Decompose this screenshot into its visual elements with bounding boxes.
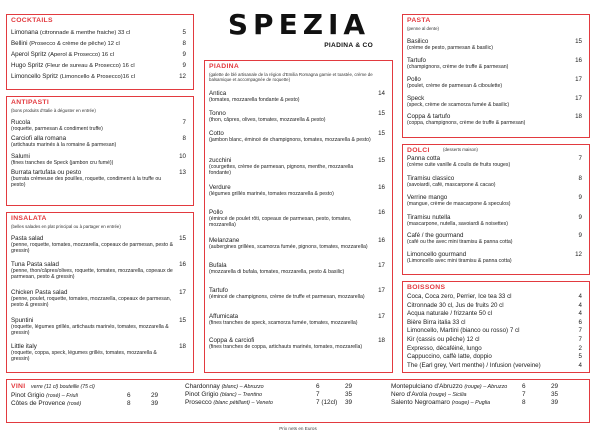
menu-item-row [407, 251, 585, 258]
menu-item-price: 17 [378, 313, 385, 320]
menu-item [407, 194, 585, 207]
menu-item-row [407, 113, 585, 120]
menu-item-row [11, 317, 189, 324]
wine-item [391, 399, 587, 407]
menu-item-description: (poulet, crème de parmesan & ciboulette) [407, 83, 503, 90]
menu-item-name: Tartufo [407, 57, 426, 64]
wine-name [185, 399, 273, 408]
menu-item-row [407, 310, 585, 317]
wine-glass-price: 7 [522, 391, 526, 398]
menu-item [209, 110, 388, 123]
wine-type: (rouge) – Sicilia [429, 392, 467, 398]
menu-item-description: (artichauts marinés à la romaine & parmesan) [11, 142, 117, 149]
menu-item-name: Verdure [209, 184, 231, 191]
menu-item [11, 317, 189, 336]
menu-item [407, 362, 585, 369]
menu-item-description: (penne, poulet, roquette, tomates, mozzarella, copeaux de parmesan, pesto & gressin) [11, 296, 172, 309]
menu-item-row [209, 184, 388, 191]
menu-item-description: (burrata crémeuse des pouilles, roquette, condiment à la truffe ou pesto) [11, 176, 162, 189]
menu-item-name: Acqua naturale / frizzante 50 cl [407, 310, 492, 318]
wine-glass-price: 8 [522, 399, 526, 406]
menu-item-name: Aperol Spritz [11, 51, 47, 58]
menu-item-name: Coppa & carciofi [209, 337, 255, 344]
menu-item-price: 13 [179, 169, 186, 176]
menu-item [11, 29, 189, 37]
cocktails-section [6, 14, 194, 90]
menu-item [209, 337, 388, 350]
menu-item-row [11, 261, 189, 268]
menu-item [209, 209, 388, 228]
menu-item [11, 169, 189, 188]
wine-item [185, 391, 381, 399]
menu-item [407, 302, 585, 309]
menu-item-description: (citronnade & menthe fraiche) 33 cl [39, 30, 131, 36]
menu-item-price: 15 [179, 317, 186, 324]
menu-item-name: Tuna Pasta salad [11, 261, 59, 268]
menu-item-description: (Fleur de sureau & Prosecco) 16 cl [45, 63, 135, 69]
insalata-title: INSALATA [11, 215, 47, 222]
menu-item-price: 5 [578, 353, 582, 361]
menu-item-price: 18 [179, 343, 186, 350]
menu-item-row [407, 214, 585, 221]
menu-item [11, 62, 189, 70]
wine-type: (rosé) [67, 401, 82, 407]
menu-item-row [407, 38, 585, 45]
menu-item [11, 261, 189, 280]
menu-item [407, 232, 585, 245]
menu-item-price: 4 [578, 361, 582, 369]
menu-item-price: 9 [578, 194, 582, 201]
menu-item-price: 15 [179, 235, 186, 242]
menu-item [407, 76, 585, 89]
menu-item-description: (courgettes, crème de parmesan, pignons, menthe, mozzarella fondante) [209, 164, 354, 177]
menu-item-price: 17 [575, 95, 582, 102]
wine-bottle-price: 39 [345, 399, 353, 406]
menu-item-description: (jambon blanc, émincé de champignons, tomates, mozzarella & pesto) [209, 137, 371, 144]
menu-item [407, 251, 585, 264]
wine-type: (blanc pétillant) – Veneto [213, 400, 273, 406]
menu-item-price: 16 [378, 184, 385, 191]
menu-item-description: (tomates, mozzarella fondante & pesto) [209, 97, 300, 104]
menu-item-name: Tartufo [209, 287, 228, 294]
menu-item-description: (crème de pesto, parmesan & basilic) [407, 45, 493, 52]
menu-item-name: Expresso, décaféiné, lungo [407, 344, 482, 352]
menu-item-description: (coppa, champignons, crème de truffe & parmesan) [407, 120, 526, 127]
menu-item-row [407, 175, 585, 182]
menu-item-row [407, 293, 585, 300]
menu-item-price: 15 [378, 157, 385, 164]
cocktails-title: COCKTAILS [11, 17, 53, 24]
menu-item-price: 12 [179, 73, 186, 80]
menu-item-row [11, 51, 189, 59]
menu-item-description: (légumes grillés marinés, tomates mozzarella & pesto) [209, 191, 334, 198]
menu-item-price: 16 [575, 57, 582, 64]
menu-item-name: Chicken Pasta salad [11, 289, 68, 296]
menu-item-description: (émincé de champignons, crème de truffe et parmesan, mozzarella) [209, 294, 365, 301]
menu-item-price: 16 [378, 209, 385, 216]
menu-item-row [209, 90, 388, 97]
menu-item-name: Speck [407, 95, 425, 102]
wine-item [11, 400, 187, 408]
menu-item-row [11, 119, 189, 126]
menu-item [407, 345, 585, 352]
menu-item-price: 12 [575, 251, 582, 258]
menu-item-row [11, 235, 189, 242]
menu-item-description: (café ou the avec mini tiramisu & panna cotta) [407, 239, 513, 246]
wine-name-text: Montepulciano d'Abruzzo [391, 383, 463, 390]
menu-item [209, 262, 388, 275]
menu-item-row [11, 29, 189, 37]
menu-item-price: 17 [575, 76, 582, 83]
menu-item-name: The (Earl grey, Vert menthe) / Infusion (verveine) [407, 361, 541, 369]
menu-item-name: Verrine mango [407, 194, 448, 201]
menu-item-price: 14 [378, 90, 385, 97]
logo-title: SPEZIA [227, 8, 371, 41]
menu-item-row [209, 209, 388, 216]
menu-item-name: Bière Birra italia 33 cl [407, 318, 466, 326]
menu-item-price: 4 [578, 310, 582, 318]
menu-item-row [209, 110, 388, 117]
menu-item [407, 327, 585, 334]
menu-item-name: Cappuccino, caffè latte, doppio [407, 353, 492, 361]
menu-item-row [11, 40, 189, 48]
menu-item [407, 353, 585, 360]
menu-item [209, 237, 388, 250]
menu-item-price: 17 [378, 262, 385, 269]
wine-item [185, 383, 381, 391]
wine-bottle-price: 29 [151, 392, 159, 399]
menu-item-name: Little italy [11, 343, 37, 350]
menu-item-name: Coppa & tartufo [407, 113, 451, 120]
menu-item-price: 6 [578, 318, 582, 326]
menu-item [407, 113, 585, 126]
menu-item-row [209, 130, 388, 137]
menu-item-description: (mangue, crème de mascarpone & speculos) [407, 201, 511, 208]
menu-item-row [209, 313, 388, 320]
menu-item-description: (savoiardi, café, mascarpone & cacao) [407, 182, 496, 189]
wine-name-text: Prosecco [185, 399, 212, 406]
menu-item-description: (fines tranches de coppa, artichauts marinés, tomates, mozzarella) [209, 344, 363, 351]
wine-name [11, 400, 81, 409]
menu-item [407, 95, 585, 108]
menu-item [11, 153, 189, 166]
menu-item-price: 17 [378, 287, 385, 294]
menu-item-row [407, 194, 585, 201]
menu-item-row [407, 327, 585, 334]
wine-name-text: Pinot Grigio [11, 392, 45, 399]
wine-glass-price: 7 (12cl) [316, 399, 338, 406]
menu-item-name: Affumicata [209, 313, 239, 320]
menu-item-price: 8 [182, 40, 186, 47]
menu-item-name: Pasta salad [11, 235, 44, 242]
menu-item-name: zucchini [209, 157, 232, 164]
menu-item-row [11, 73, 189, 81]
menu-item-price: 7 [182, 119, 186, 126]
wine-glass-price: 6 [316, 383, 320, 390]
wine-item [11, 392, 187, 400]
menu-item-row [407, 57, 585, 64]
wine-name-text: Nero d'Avola [391, 391, 428, 398]
menu-item-description: (Aperol & Prosecco) 16 cl [48, 52, 114, 58]
menu-item-name: Pollo [209, 209, 223, 216]
wine-bottle-price: 35 [551, 391, 559, 398]
menu-item-name: Bufala [209, 262, 227, 269]
menu-item-price: 9 [182, 62, 186, 69]
menu-item-row [407, 319, 585, 326]
menu-item-row [209, 287, 388, 294]
menu-item [407, 214, 585, 227]
menu-item [407, 175, 585, 188]
wine-name-text: Salento Negroamaro [391, 399, 450, 406]
price-footer: Prix nets en Euros [279, 426, 317, 431]
menu-item-description: (champignons, crème de truffe & parmesan) [407, 64, 509, 71]
menu-item-price: 16 [378, 237, 385, 244]
menu-item [407, 310, 585, 317]
menu-item-price: 18 [575, 113, 582, 120]
wine-item [391, 383, 587, 391]
menu-item-row [209, 337, 388, 344]
boissons-title: BOISSONS [407, 284, 446, 291]
wine-glass-price: 6 [127, 392, 131, 399]
insalata-note: (belles salades en plat principal ou à partager en entrée) [11, 224, 121, 229]
menu-item [209, 184, 388, 197]
wine-type: (rouge) – Abruzzo [464, 384, 508, 390]
menu-item-row [209, 237, 388, 244]
menu-item-price: 9 [578, 214, 582, 221]
wine-type: (blanc) – Abruzzo [221, 384, 264, 390]
menu-item-name: Limoncello Spritz [11, 73, 59, 80]
wine-glass-price: 8 [127, 400, 131, 407]
menu-item-name: Coca, Coca zero, Perrier, Ice tea 33 cl [407, 293, 512, 300]
wine-item [185, 399, 381, 407]
menu-item [407, 38, 585, 51]
wine-type: (rosé) – Friuli [46, 393, 78, 399]
vini-column-rouge [391, 383, 587, 407]
menu-item-row [11, 343, 189, 350]
menu-item-row [11, 62, 189, 70]
menu-item-description: (mascarpone, nutella, savoiardi & noisettes) [407, 221, 508, 228]
vini-column-blanc [185, 383, 381, 407]
menu-item-price: 15 [378, 110, 385, 117]
menu-item-description: (roquette, coppa, speck, légumes grillés, tomates, mozzarella & gressin) [11, 350, 157, 363]
menu-item-name: Limoncello, Martini (bianco ou rosso) 7 cl [407, 327, 520, 335]
menu-item-price: 10 [179, 153, 186, 160]
menu-item-row [11, 169, 189, 176]
menu-item-price: 2 [578, 344, 582, 352]
menu-item-name: Pollo [407, 76, 421, 83]
antipasti-note: (bons produits d'Italie à déguster en entrée) [11, 108, 96, 113]
menu-item-price: 8 [578, 175, 582, 182]
pasta-note: (penne al dente) [407, 26, 439, 31]
piadina-title: PIADINA [209, 63, 240, 70]
menu-item-row [407, 353, 585, 360]
menu-item-description: (Prosecco & crème de pêche) 12 cl [29, 41, 120, 47]
wine-name-text: Côtes de Provence [11, 400, 66, 407]
menu-item-name: Cotto [209, 130, 224, 137]
menu-item-description: (penne, thon/câpres/olives, roquette, tomates, mozzarella, copeaux de parmesan, pesto & gressin) [11, 268, 173, 281]
menu-item-name: Bellini [11, 40, 28, 47]
menu-item-price: 4 [578, 301, 582, 309]
menu-item-name: Basilico [407, 38, 429, 45]
menu-item-name: Melanzane [209, 237, 240, 244]
dolci-section [402, 144, 590, 275]
menu-item [209, 157, 388, 176]
menu-item-name: Kir (cassis ou pêche) 12 cl [407, 336, 480, 343]
menu-item-price: 15 [575, 38, 582, 45]
piadina-section [204, 60, 393, 373]
dolci-note: (desserts maison) [443, 147, 478, 152]
antipasti-section [6, 96, 194, 206]
menu-item-row [407, 155, 585, 162]
menu-item-name: Panna cotta [407, 155, 441, 162]
menu-item-price: 17 [179, 289, 186, 296]
menu-item-price: 4 [578, 293, 582, 300]
menu-item-price: 18 [378, 337, 385, 344]
menu-item-price: 7 [578, 155, 582, 162]
menu-item-price: 9 [182, 51, 186, 58]
menu-item-price: 7 [578, 336, 582, 343]
menu-item [209, 90, 388, 103]
menu-item [407, 336, 585, 343]
menu-item-name: Citronnade 30 cl, Jus de fruits 20 cl [407, 301, 504, 309]
menu-item [209, 130, 388, 143]
menu-item-description: (fines tranches de Speck (jambon cru fumé)) [11, 160, 114, 167]
menu-item-name: Rucola [11, 119, 31, 126]
menu-item-row [407, 336, 585, 343]
wine-name-text: Chardonnay [185, 383, 220, 390]
menu-item [209, 287, 388, 300]
menu-item-name: Burrata tartufata ou pesto [11, 169, 82, 176]
wine-name-text: Pinot Grigio [185, 391, 219, 398]
wine-item [391, 391, 587, 399]
menu-item-name: Antica [209, 90, 227, 97]
menu-item-row [407, 95, 585, 102]
menu-item-description: (penne, roquette, tomates, mozzarella, copeaux de parmesan, pesto & gressin) [11, 242, 174, 255]
menu-item-row [407, 232, 585, 239]
menu-item-row [407, 362, 585, 369]
menu-item-description: (roquette, parmesan & condiment truffe) [11, 126, 103, 133]
vini-title: VINI [11, 383, 26, 390]
wine-glass-price: 6 [522, 383, 526, 390]
vini-section [6, 379, 590, 423]
antipasti-title: ANTIPASTI [11, 99, 50, 106]
menu-item [407, 155, 585, 168]
insalata-section [6, 212, 194, 373]
wine-bottle-price: 29 [551, 383, 559, 390]
menu-item [11, 119, 189, 132]
menu-item-row [209, 262, 388, 269]
dolci-title: DOLCI [407, 147, 430, 154]
logo-subtitle: PIADINA & CO [324, 42, 373, 49]
wine-bottle-price: 39 [551, 399, 559, 406]
wine-bottle-price: 29 [345, 383, 353, 390]
menu-item [11, 40, 189, 48]
menu-item [11, 289, 189, 308]
menu-item-price: 7 [578, 327, 582, 335]
menu-item-description: (mozzarella di bufala, tomates, mozzarella, pesto & basilic) [209, 269, 345, 276]
wine-name [391, 399, 490, 408]
menu-item-price: 5 [182, 29, 186, 36]
menu-item-row [209, 157, 388, 164]
menu-item-name: Tiramisu nutella [407, 214, 451, 221]
menu-item-row [407, 302, 585, 309]
menu-item-row [407, 345, 585, 352]
menu-item [11, 73, 189, 81]
menu-item [11, 343, 189, 362]
menu-item-description: (aubergines grillées, scamorza fumée, pignons, tomates, mozzarella) [209, 244, 368, 251]
menu-item-name: Carciofi alla romana [11, 135, 67, 142]
piadina-note: (galette de blé artisanale de la région d'Emilia Romagna garnie et toastée, crème de balsamique et accompagnée de roquette) [209, 72, 373, 83]
menu-item-name: Hugo Spritz [11, 62, 44, 69]
menu-item-name: Spuntini [11, 317, 34, 324]
menu-item-description: (émincé de poulet rôti, copeaux de parmesan, pesto, tomates, mozzarella) [209, 216, 352, 229]
pasta-section [402, 14, 590, 138]
menu-item-name: Tonno [209, 110, 226, 117]
menu-item [209, 313, 388, 326]
menu-item-row [11, 289, 189, 296]
menu-item-row [11, 135, 189, 142]
wine-glass-price: 7 [316, 391, 320, 398]
menu-item-price: 9 [578, 232, 582, 239]
vini-column-rose [11, 392, 187, 408]
menu-item-description: (Limoncello & Prosecco)16 cl [59, 74, 135, 80]
vini-header: verre (11 cl) bouteille (75 cl) [31, 384, 95, 390]
menu-item-name: Tiramisu classico [407, 175, 455, 182]
menu-item-name: Salumi [11, 153, 30, 160]
wine-bottle-price: 39 [151, 400, 159, 407]
menu-item [407, 57, 585, 70]
menu-item-description: (fines tranches de speck, scamorza fumée, tomates, mozzarella) [209, 320, 358, 327]
menu-item-price: 16 [179, 261, 186, 268]
menu-item-description: (thon, câpres, olives, tomates, mozzarella & pesto) [209, 117, 326, 124]
menu-item-description: (speck, crème de scamorza fumée & basilic) [407, 102, 510, 109]
menu-item-price: 8 [182, 135, 186, 142]
menu-item-description: (Limoncello avec mini tiramisu & panna cotta) [407, 258, 512, 265]
menu-item-price: 15 [378, 130, 385, 137]
pasta-title: PASTA [407, 17, 431, 24]
menu-item [407, 293, 585, 300]
menu-item [407, 319, 585, 326]
wine-type: (blanc) – Trentino [220, 392, 263, 398]
logo [213, 10, 385, 49]
menu-item-description: (roquette, légumes grillés, artichauts marinés, tomates, mozzarella & gressin) [11, 324, 169, 337]
menu-item-name: Café / the gourmand [407, 232, 464, 239]
menu-item-description: (crème cuite vanille & coulis de fruits rouges) [407, 162, 511, 169]
boissons-section [402, 281, 590, 373]
menu-item [11, 135, 189, 148]
menu-item [11, 235, 189, 254]
menu-item-name: Limonana [11, 29, 39, 36]
menu-item [11, 51, 189, 59]
menu-item-row [11, 153, 189, 160]
menu-item-name: Limoncello gourmand [407, 251, 467, 258]
wine-bottle-price: 35 [345, 391, 353, 398]
wine-type: (rouge) – Puglia [451, 400, 491, 406]
menu-item-row [407, 76, 585, 83]
